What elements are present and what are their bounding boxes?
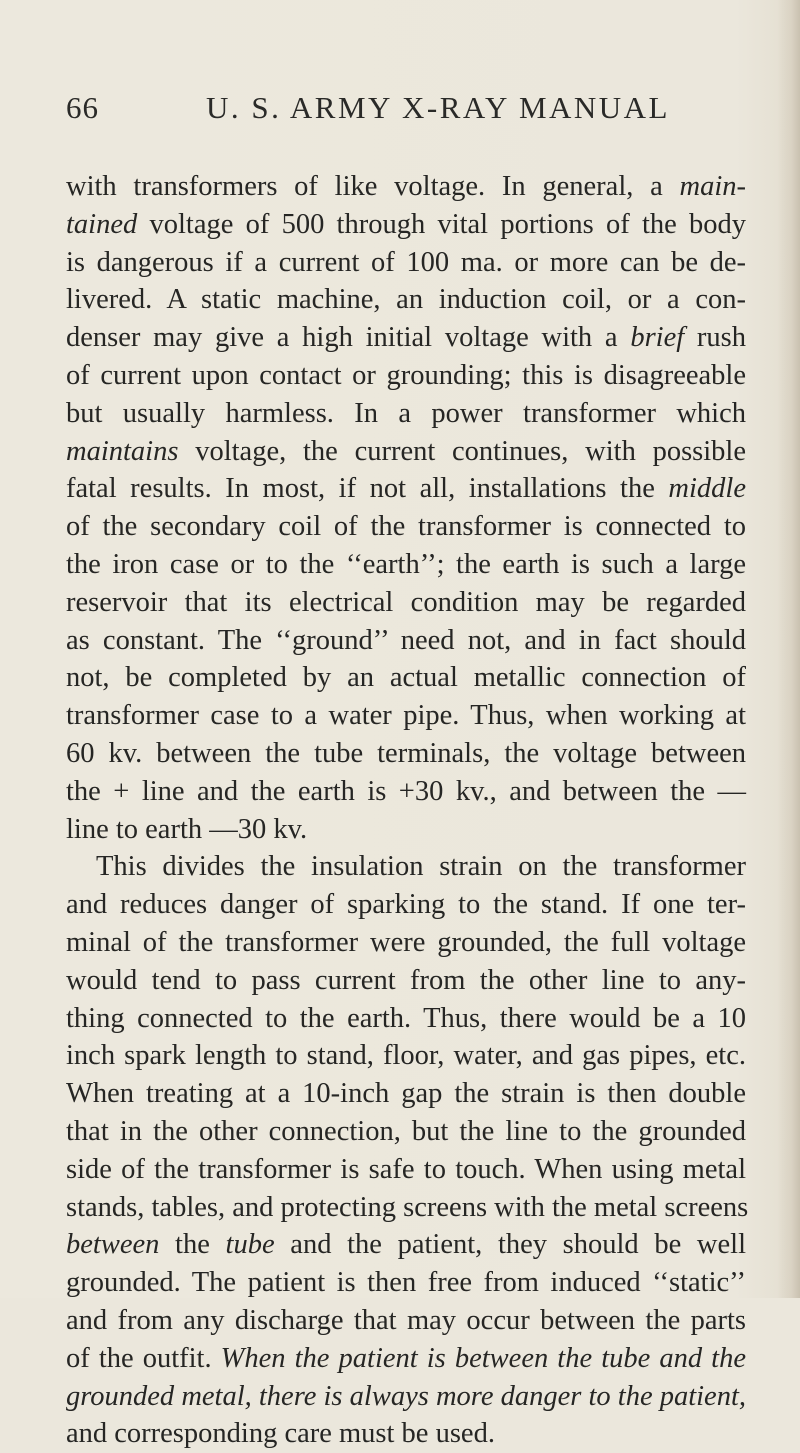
text-line — [66, 697, 746, 735]
text-run: minal of the transformer were grounded, the full voltage — [66, 926, 746, 958]
text-line — [66, 1340, 746, 1378]
paragraph — [66, 168, 746, 848]
text-run: and the patient, they should be well — [274, 1229, 746, 1261]
text-line — [66, 924, 746, 962]
text-run: When treating at a 10-inch gap the strain is then double — [66, 1078, 746, 1110]
text-run: is dangerous if a current of 100 ma. or more can be de- — [66, 246, 746, 278]
text-run: the iron case or to the ‘‘earth’’; the earth is such a large — [66, 548, 746, 580]
text-run: voltage, the current continues, with possible — [178, 435, 746, 467]
italic-text: main- — [679, 171, 746, 202]
text-line — [66, 773, 746, 811]
text-line — [66, 1075, 746, 1113]
text-run: of the secondary coil of the transformer is connected to — [66, 511, 746, 543]
text-run: not, be completed by an actual metallic connection of — [66, 662, 746, 694]
text-line — [66, 281, 746, 319]
page-edge-shadow — [778, 0, 800, 1298]
text-line — [66, 395, 746, 433]
text-run: inch spark length to stand, floor, water, and gas pipes, etc. — [66, 1040, 746, 1072]
italic-text: grounded metal, there is always more danger to the patient, — [66, 1380, 746, 1412]
text-run: the — [159, 1229, 226, 1261]
italic-text: between — [66, 1229, 160, 1261]
text-line — [66, 1378, 746, 1416]
text-run: This divides the insulation strain on the transformer — [96, 851, 746, 883]
text-run: voltage of 500 through vital portions of the body — [137, 208, 746, 240]
italic-text: maintains — [66, 435, 179, 467]
text-line — [66, 886, 746, 924]
text-line — [66, 206, 746, 244]
text-line — [66, 1151, 746, 1189]
text-line — [66, 1000, 746, 1038]
text-run: side of the transformer is safe to touch. When using metal — [66, 1153, 746, 1185]
text-line — [66, 433, 746, 471]
text-line — [66, 811, 746, 849]
text-line — [66, 735, 746, 773]
text-run: with transformers of like voltage. In general, a — [66, 171, 680, 202]
text-line — [66, 357, 746, 395]
text-run: livered. A static machine, an induction coil, or a con- — [66, 284, 746, 316]
page-header — [66, 88, 746, 128]
italic-text: tained — [66, 208, 138, 240]
italic-text: middle — [668, 473, 746, 505]
text-run: of the outfit. — [66, 1342, 221, 1374]
italic-text: tube — [225, 1229, 275, 1261]
text-run: and from any discharge that may occur between the parts — [66, 1304, 746, 1336]
text-line — [66, 168, 746, 206]
page-number: 66 — [66, 90, 99, 125]
text-line — [66, 848, 746, 886]
text-line — [66, 1415, 746, 1453]
text-line — [66, 244, 746, 282]
text-run: as constant. The ‘‘ground’’ need not, and in fact should — [66, 624, 746, 656]
text-line — [66, 962, 746, 1000]
text-run: fatal results. In most, if not all, installations the — [66, 473, 669, 505]
text-line — [66, 1226, 746, 1264]
text-line — [66, 584, 746, 622]
italic-text: brief — [630, 322, 685, 354]
text-line — [66, 508, 746, 546]
text-run: transformer case to a water pipe. Thus, when working at — [66, 700, 746, 732]
text-run: the + line and the earth is +30 kv., and between the — — [66, 775, 746, 807]
text-run: of current upon contact or grounding; this is disagreeable — [66, 359, 746, 391]
text-run: and corresponding care must be used. — [66, 1418, 495, 1450]
text-run: but usually harmless. In a power transformer which — [66, 397, 746, 429]
text-line — [66, 546, 746, 584]
text-line — [66, 319, 746, 357]
text-run: would tend to pass current from the other line to any- — [66, 964, 746, 996]
text-run: rush — [684, 322, 746, 354]
text-line — [66, 1302, 746, 1340]
italic-text: When the patient is between the tube and the — [220, 1342, 746, 1374]
paragraph — [66, 848, 749, 1453]
text-line — [66, 1037, 746, 1075]
text-run: grounded. The patient is then free from induced ‘‘static’’ — [66, 1267, 746, 1299]
running-head: U. S. ARMY X-RAY MANUAL — [206, 90, 670, 125]
text-run: and reduces danger of sparking to the stand. If one ter- — [66, 889, 746, 921]
text-line — [66, 1113, 746, 1151]
text-run: that in the other connection, but the line to the grounded — [66, 1115, 746, 1147]
text-line — [66, 1189, 749, 1227]
text-run: stands, tables, and protecting screens with the metal screens — [66, 1191, 749, 1223]
text-line — [66, 622, 746, 660]
text-run: denser may give a high initial voltage with a — [66, 322, 631, 354]
text-run: thing connected to the earth. Thus, there would be a 10 — [66, 1002, 746, 1034]
text-line — [66, 1264, 746, 1302]
text-run: line to earth —30 kv. — [66, 813, 308, 845]
text-line — [66, 659, 746, 697]
text-line — [66, 470, 746, 508]
text-run: reservoir that its electrical condition may be regarded — [66, 586, 746, 618]
body-text — [66, 168, 749, 1453]
text-run: 60 kv. between the tube terminals, the voltage between — [66, 737, 746, 769]
